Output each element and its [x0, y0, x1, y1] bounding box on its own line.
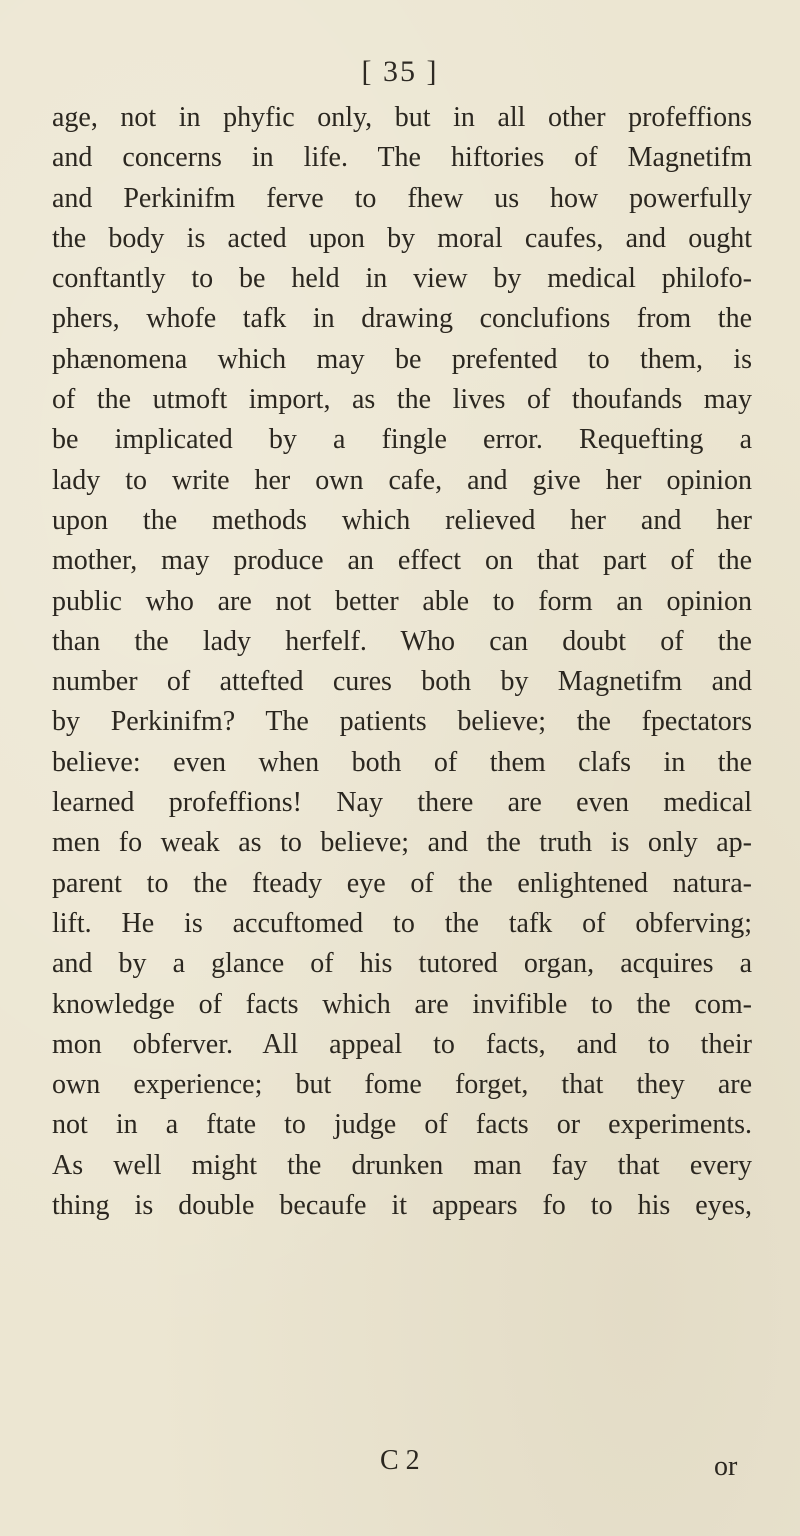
text-line: phers, whofe tafk in drawing conclufions from the — [52, 303, 752, 335]
text-line: mon obferver. All appeal to facts, and to their — [52, 1028, 752, 1060]
text-line: learned profeffions! Nay there are even medical — [52, 787, 752, 819]
text-line: and concerns in life. The hiftories of Magnetifm — [52, 142, 752, 174]
text-line: parent to the fteady eye of the enlightened natura- — [52, 867, 752, 899]
body-text — [52, 98, 752, 1226]
text-line: and by a glance of his tutored organ, acquires a — [52, 948, 752, 980]
text-line: phænomena which may be prefented to them, is — [52, 343, 752, 375]
text-line: by Perkinifm? The patients believe; the fpectators — [52, 706, 752, 738]
text-line: believe: even when both of them clafs in the — [52, 746, 752, 778]
text-line: age, not in phyfic only, but in all other profeffions — [52, 102, 752, 133]
text-line: than the lady herfelf. Who can doubt of the — [52, 625, 752, 657]
text-line: number of attefted cures both by Magnetifm and — [52, 666, 752, 698]
text-line: lift. He is accuftomed to the tafk of obferving; — [52, 907, 752, 939]
text-line: lady to write her own cafe, and give her opinion — [52, 464, 752, 496]
text-line: the body is acted upon by moral caufes, and ought — [52, 222, 752, 254]
text-line: of the utmoft import, as the lives of thoufands may — [52, 384, 752, 416]
text-line: thing is double becaufe it appears fo to his eyes, — [52, 1190, 752, 1222]
text-line: be implicated by a fingle error. Requefting a — [52, 424, 752, 456]
text-line: mother, may produce an effect on that part of the — [52, 545, 752, 577]
signature-mark: C 2 — [380, 1445, 420, 1476]
text-line: knowledge of facts which are invifible to the com- — [52, 988, 752, 1020]
text-line: public who are not better able to form an opinion — [52, 585, 752, 617]
text-line: upon the methods which relieved her and her — [52, 504, 752, 536]
text-line: conftantly to be held in view by medical philofo- — [52, 263, 752, 295]
page-number-header: [ 35 ] — [361, 55, 439, 88]
text-line: not in a ftate to judge of facts or experiments. — [52, 1109, 752, 1141]
page-footer — [0, 1445, 800, 1485]
text-line: own experience; but fome forget, that they are — [52, 1069, 752, 1101]
text-line: men fo weak as to believe; and the truth is only ap- — [52, 827, 752, 859]
text-line: and Perkinifm ferve to fhew us how powerfully — [52, 182, 752, 214]
catchword: or — [714, 1451, 738, 1482]
text-line: As well might the drunken man fay that every — [52, 1149, 752, 1181]
